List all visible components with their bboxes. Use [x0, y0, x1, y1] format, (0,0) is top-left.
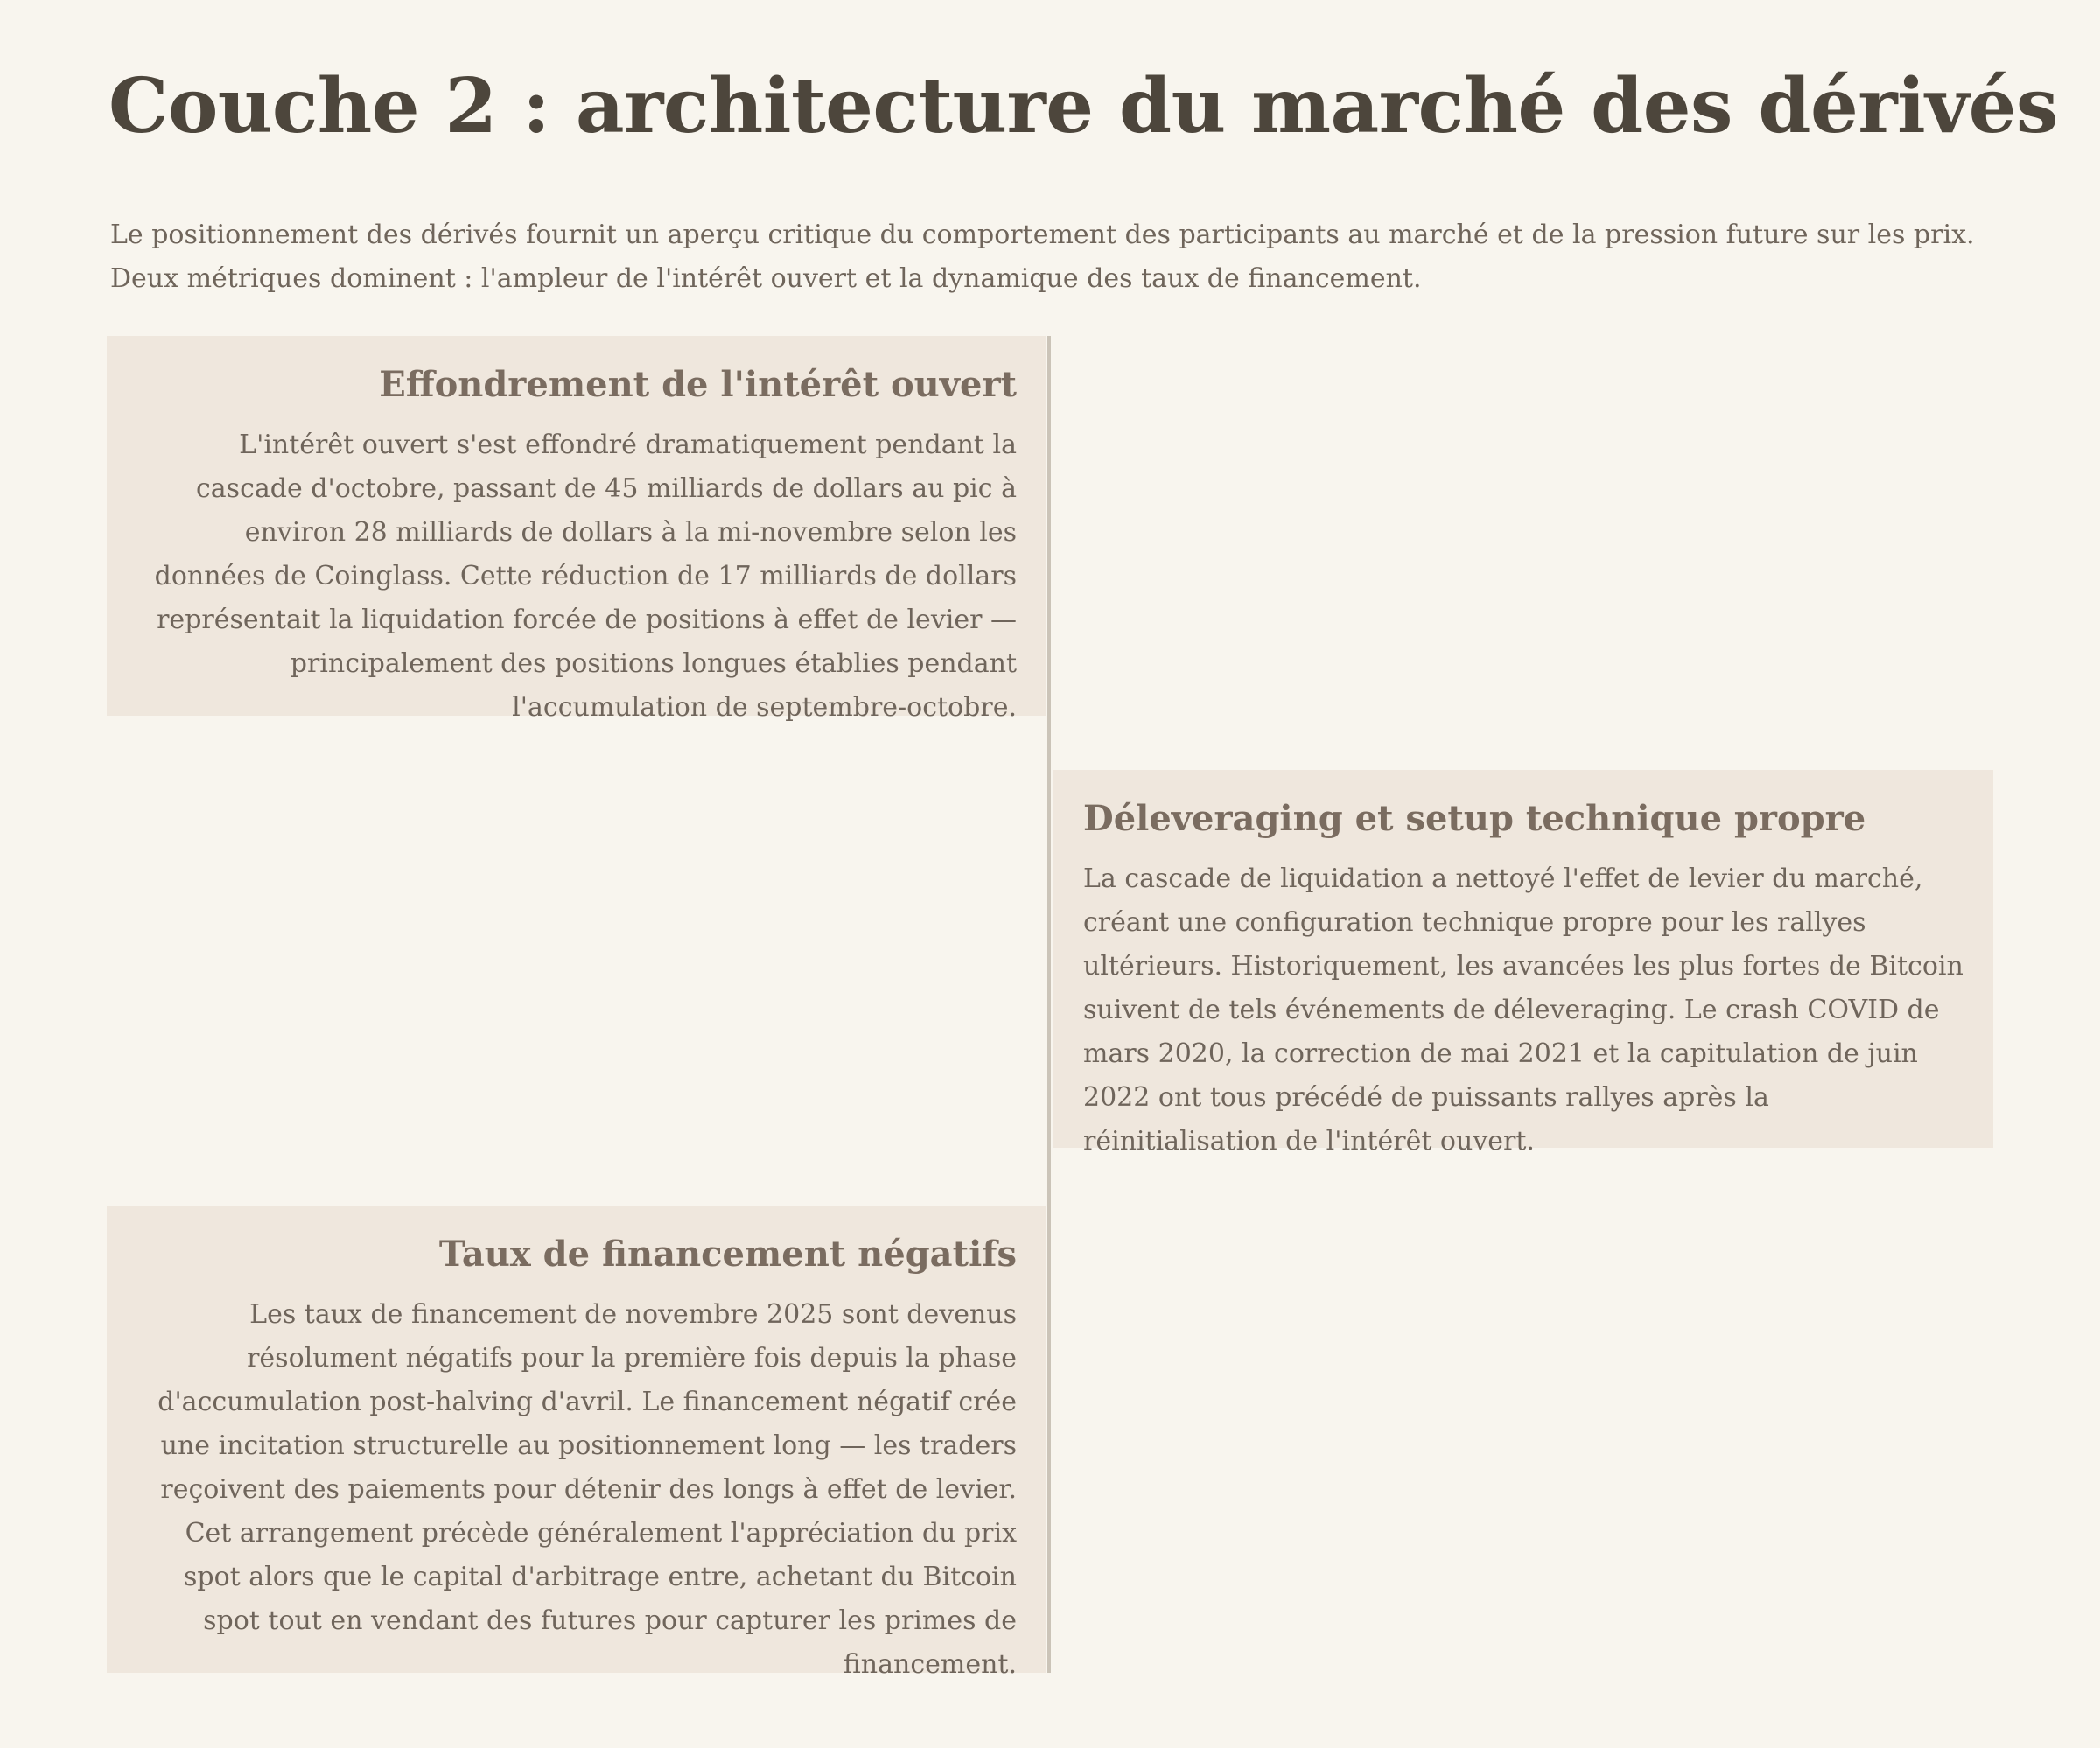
card-negative-funding-rates [107, 1206, 1046, 1680]
card-title: Effondrement de l'intérêt ouvert [379, 364, 1017, 405]
card-body: La cascade de liquidation a nettoyé l'effet de levier du marché, créant une configuration technique propre pour les rallyes ultérieurs. Historiquement, les avancées les plus fortes de Bitcoin suivent de tels événements de déleveraging. Le crash COVID de mars 2020, la correction de mai 2021 et la capitulation de juin 2022 ont tous précédé de puissants rallyes après la réinitialisation de l'intérêt ouvert. [1083, 864, 1964, 1157]
card-title: Déleveraging et setup technique propre [1083, 798, 1866, 839]
card-body: Les taux de financement de novembre 2025 sont devenus résolument négatifs pour la première fois depuis la phase d'accumulation post-halving d'avril. Le financement négatif crée une incitation structurelle au positionnement long — les traders reçoivent des paiements pour détenir des longs à effet de levier. Cet arrangement précède généralement l'appréciation du prix spot alors que le capital d'arbitrage entre, achetant du Bitcoin spot tout en vendant des futures pour capturer les primes de financement. [158, 1299, 1017, 1680]
card-deleveraging-setup [1054, 770, 1993, 1157]
card-open-interest-collapse [107, 336, 1046, 723]
timeline-divider [1047, 336, 1051, 1673]
intro-paragraph: Le positionnement des dérivés fournit un aperçu critique du comportement des participants au marché et de la pression future sur les prix. Deux métriques dominent : l'ampleur de l'intérêt ouvert et la dynamique des taux de financement. [110, 220, 1975, 294]
card-body: L'intérêt ouvert s'est effondré dramatiquement pendant la cascade d'octobre, passant de 45 milliards de dollars au pic à environ 28 milliards de dollars à la mi-novembre selon les données de Coinglass. Cette réduction de 17 milliards de dollars représentait la liquidation forcée de positions à effet de levier — principalement des positions longues établies pendant l'accumulation de septembre-octobre. [154, 430, 1017, 723]
card-title: Taux de financement négatifs [438, 1234, 1017, 1275]
page-title: Couche 2 : architecture du marché des dérivés [108, 62, 2058, 150]
